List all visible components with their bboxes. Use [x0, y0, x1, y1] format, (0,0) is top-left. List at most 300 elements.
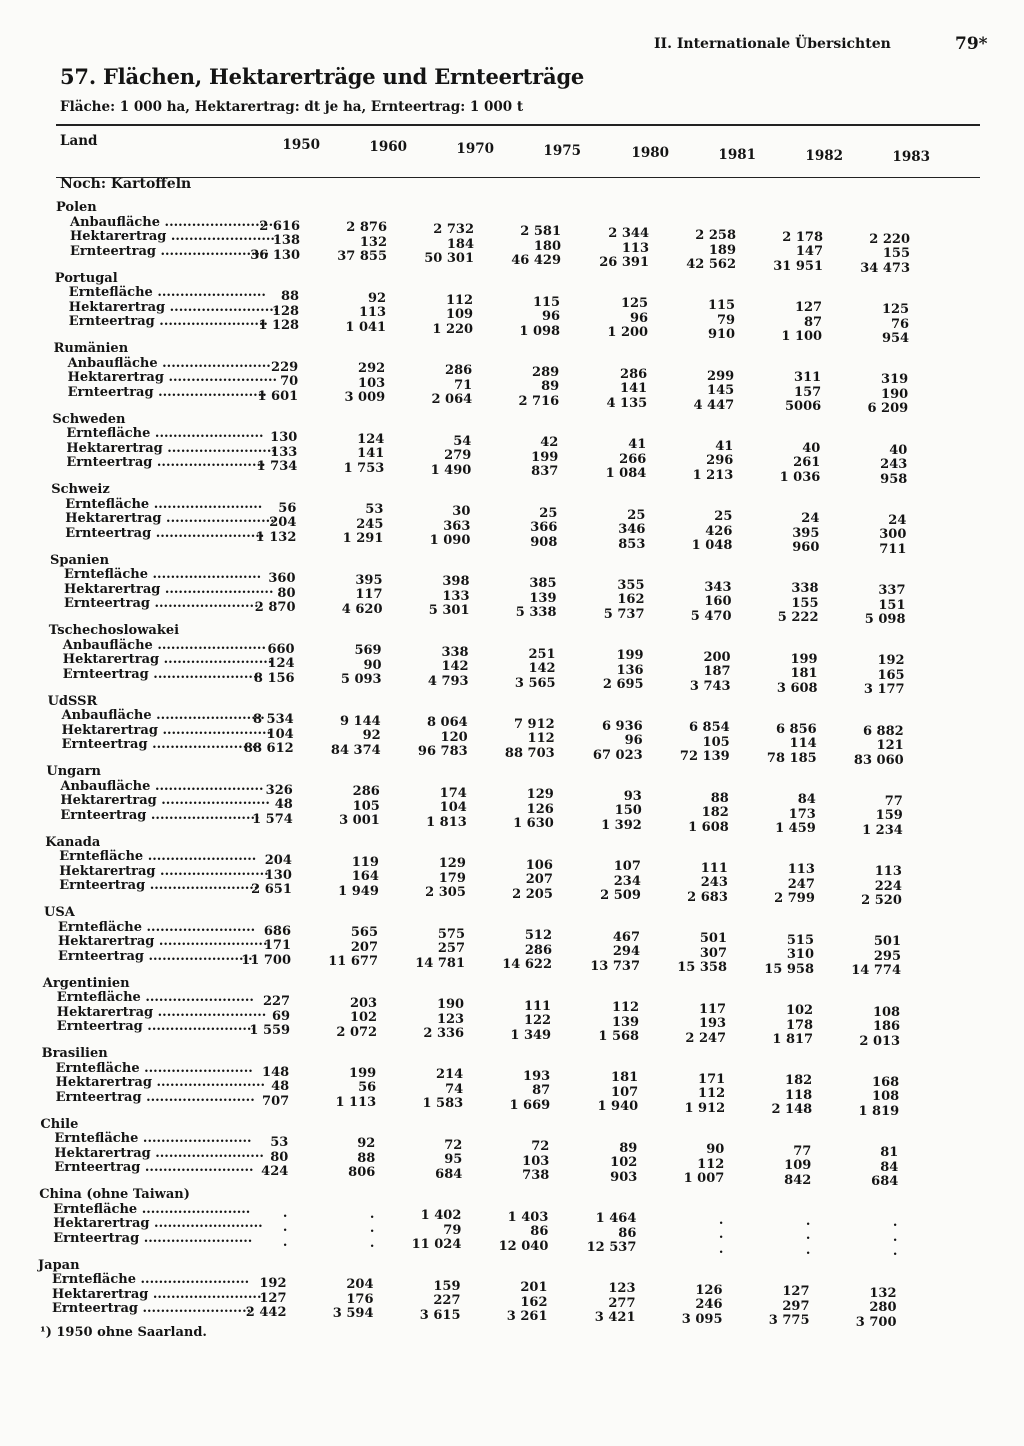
table-cell: 3 421 [594, 1310, 636, 1326]
table-cell: 1 132 [255, 529, 297, 545]
table-cell: 908 [530, 534, 558, 550]
table-cell: 80 [270, 1149, 289, 1165]
table-cell: 72 [531, 1139, 550, 1155]
leader-dots: ........................ [146, 807, 260, 823]
table-cell: . [282, 1234, 288, 1250]
table-cell: 2 651 [251, 882, 292, 897]
leader-dots: ........................ [141, 1089, 255, 1105]
table-cell: 30 [452, 504, 471, 519]
table-cell: 104 [266, 726, 294, 742]
row-label-text: Anbaufläche [61, 708, 152, 723]
row-label-text: Anbaufläche [60, 778, 151, 794]
table-cell: 71 [454, 377, 473, 393]
row-label-text: Hektarertrag [55, 1075, 152, 1090]
table-cell: 155 [882, 246, 910, 262]
table-cell: 5 737 [603, 606, 645, 622]
table-cell: 184 [446, 236, 474, 252]
table-cell: 112 [445, 292, 474, 308]
table-cell: 515 [786, 932, 814, 948]
table-cell: . [805, 1213, 811, 1229]
table-cell: 56 [278, 500, 297, 516]
table-cell: 294 [612, 944, 640, 960]
row-label-text: Anbaufläche [67, 355, 158, 371]
table-cell: 207 [525, 872, 553, 888]
table-cell: 117 [698, 1001, 727, 1017]
table-cell: 203 [349, 995, 378, 1011]
table-cell: . [282, 1220, 288, 1235]
table-cell: 190 [436, 997, 465, 1012]
table-cell: 92 [368, 290, 387, 306]
row-label-text: Ernteertrag [53, 1230, 140, 1246]
table-cell: 9 144 [339, 713, 381, 729]
leader-dots: ........................ [142, 919, 256, 935]
table-cell: 204 [346, 1277, 374, 1293]
table-cell: 319 [881, 372, 909, 388]
table-cell: 200 [703, 649, 731, 665]
table-cell: 903 [610, 1169, 638, 1185]
table-cell: 960 [792, 540, 820, 556]
table-cell: 199 [790, 651, 818, 667]
table-cell: 3 743 [689, 678, 731, 694]
column-header-year: 1950 [282, 137, 320, 153]
table-cell: 67 023 [592, 747, 643, 763]
country-name: Spanien [50, 552, 110, 568]
table-cell: 6 936 [601, 718, 643, 734]
table-cell: 126 [695, 1282, 723, 1298]
column-header-year: 1960 [369, 139, 407, 155]
table-cell: 11 677 [328, 954, 378, 970]
table-cell: 1 349 [510, 1027, 552, 1043]
column-header-year: 1975 [543, 143, 581, 159]
table-cell: 512 [524, 928, 552, 944]
leader-dots: ........................ [157, 722, 272, 738]
table-cell: 1 048 [691, 538, 733, 554]
table-cell: 107 [611, 1084, 639, 1100]
table-cell: 199 [616, 648, 644, 664]
table-cell: 243 [700, 875, 728, 891]
table-cell: 130 [264, 867, 292, 883]
table-cell: 684 [435, 1166, 463, 1182]
table-cell: 84 374 [330, 742, 381, 758]
table-cell: 227 [262, 994, 291, 1009]
leader-dots: ........................ [152, 285, 266, 300]
table-cell: 2 799 [774, 891, 815, 907]
table-cell: 24 [801, 511, 820, 527]
row-label-text: Ernteertrag [52, 1301, 138, 1316]
row-label-text: Erntefläche [55, 1060, 140, 1076]
row-label-text: Ernteertrag [62, 666, 149, 682]
table-cell: 337 [878, 583, 906, 599]
table-cell: 4 135 [606, 395, 648, 411]
table-cell: 279 [444, 448, 472, 464]
page-header-section: II. Internationale Übersichten [654, 36, 891, 52]
table-cell: 251 [528, 646, 556, 662]
table-cell: 77 [884, 793, 903, 809]
table-cell: 300 [879, 527, 907, 543]
country-name: Kanada [45, 834, 101, 850]
section-title: Noch: Kartoffeln [60, 176, 192, 192]
table-cell: 54 [453, 433, 472, 449]
table-cell: 2 509 [600, 888, 641, 904]
table-cell: 1 949 [338, 883, 379, 899]
table-cell: 711 [879, 541, 907, 557]
table-cell: 257 [437, 941, 465, 957]
leader-dots: ........................ [150, 1145, 264, 1161]
table-cell: 119 [351, 854, 379, 870]
table-cell: 83 060 [853, 752, 904, 768]
table-cell: 1 291 [342, 531, 384, 547]
table-cell: 2 520 [861, 893, 902, 909]
table-cell: 162 [520, 1294, 548, 1310]
leader-dots: ........................ [148, 666, 262, 682]
table-cell: 53 [270, 1135, 289, 1150]
table-cell: 2 683 [687, 889, 728, 905]
leader-dots: ........................ [150, 426, 264, 441]
leader-dots: ........................ [139, 1060, 253, 1076]
leader-dots: ........................ [153, 384, 267, 400]
table-cell: 5 093 [340, 672, 382, 688]
table-cell: 164 [351, 869, 379, 885]
table-cell: 6 854 [688, 720, 730, 736]
table-cell: 96 [542, 309, 561, 325]
leader-dots: ........................ [160, 214, 274, 230]
leader-dots: ........................ [136, 1272, 250, 1287]
table-cell: 1 490 [430, 462, 472, 478]
table-cell: 1 583 [422, 1096, 464, 1112]
table-cell: 1 817 [772, 1032, 814, 1048]
table-cell: 13 737 [590, 958, 640, 974]
table-cell: 160 [704, 594, 732, 610]
table-cell: 159 [875, 808, 903, 824]
table-cell: 1 608 [688, 819, 729, 835]
table-cell: 199 [349, 1065, 377, 1081]
row-label-text: Ernteertrag [60, 807, 147, 823]
table-cell: 245 [356, 516, 384, 532]
leader-dots: ........................ [148, 567, 262, 582]
table-cell: 193 [523, 1068, 551, 1084]
table-cell: 72 [444, 1137, 463, 1153]
leader-dots: ........................ [139, 1230, 253, 1246]
table-cell: 14 622 [502, 957, 552, 973]
table-cell: 2 072 [336, 1024, 378, 1040]
leader-dots: ........................ [165, 299, 279, 315]
table-cell: 280 [869, 1300, 897, 1316]
table-cell: 79 [717, 312, 736, 328]
leader-dots: ........................ [151, 525, 265, 541]
table-cell: 102 [610, 1155, 638, 1171]
table-cell: . [718, 1212, 724, 1228]
table-cell: 234 [613, 873, 641, 889]
table-cell: 7 912 [513, 716, 555, 732]
table-cell: 1 669 [509, 1097, 551, 1113]
table-cell: 3 261 [506, 1309, 548, 1325]
table-cell: 72 139 [679, 749, 730, 765]
table-cell: 80 [277, 585, 296, 601]
table-cell: 3 177 [863, 682, 905, 698]
leader-dots: ........................ [143, 948, 258, 964]
table-cell: . [369, 1221, 375, 1237]
table-cell: 684 [871, 1174, 899, 1190]
table-cell: 229 [271, 359, 299, 375]
table-cell: 41 [628, 437, 647, 453]
table-cell: 48 [271, 1079, 290, 1094]
table-cell: 1 084 [605, 466, 647, 482]
row-label-text: Hektarertrag [54, 1145, 151, 1161]
table-cell: 128 [271, 303, 300, 319]
table-cell: 90 [706, 1142, 725, 1158]
leader-dots: ........................ [152, 637, 266, 653]
table-cell: 69 [272, 1008, 291, 1024]
table-cell: 360 [268, 571, 296, 586]
table-cell: 569 [354, 643, 382, 659]
table-cell: 90 [363, 657, 382, 673]
row-label-text: Ernteertrag [65, 525, 152, 541]
row-label-text: Ernteertrag [56, 1019, 143, 1034]
table-cell: 113 [874, 864, 902, 880]
row-label-text: Ernteertrag [59, 878, 146, 893]
table-cell: 1 819 [858, 1103, 900, 1119]
table-cell: 958 [880, 471, 908, 487]
row-label-text: Anbaufläche [70, 214, 161, 230]
table-cell: 1 574 [252, 811, 293, 827]
leader-dots: ........................ [163, 370, 278, 385]
table-cell: 142 [528, 661, 556, 677]
table-cell: 174 [439, 785, 467, 801]
table-cell: . [718, 1241, 724, 1257]
table-cell: 4 620 [341, 601, 383, 617]
table-cell: 1 098 [519, 323, 561, 339]
table-cell: 954 [881, 331, 910, 347]
table-cell: 141 [620, 381, 648, 397]
table-cell: 8 156 [253, 670, 295, 686]
table-cell: 124 [357, 431, 385, 447]
table-cell: 1 940 [597, 1099, 639, 1115]
table-cell: 338 [791, 581, 819, 597]
table-cell: 1 464 [595, 1211, 637, 1227]
table-cell: 87 [804, 314, 823, 330]
table-cell: 199 [531, 449, 559, 465]
table-cell: 31 951 [773, 258, 823, 274]
table-cell: 12 537 [586, 1240, 637, 1256]
table-cell: 2 876 [346, 220, 387, 236]
table-cell: 81 [880, 1145, 899, 1161]
table-cell: 88 [281, 289, 300, 304]
country-name: Polen [56, 200, 97, 215]
table-cell: 395 [792, 525, 820, 541]
row-label-text: Ernteertrag [64, 596, 150, 611]
table-cell: 96 [630, 310, 649, 326]
table-cell: 1 402 [420, 1208, 462, 1224]
table-cell: 3 608 [776, 680, 818, 696]
row-label-text: Hektarertrag [53, 1216, 150, 1231]
table-cell: 151 [878, 597, 906, 613]
table-cell: 842 [784, 1172, 812, 1188]
table-cell: 120 [440, 729, 468, 745]
table-cell: 261 [793, 455, 821, 471]
table-cell: 171 [263, 938, 291, 953]
table-cell: 168 [872, 1074, 900, 1090]
leader-dots: ........................ [137, 1301, 252, 1316]
table-cell: 136 [616, 662, 644, 678]
table-cell: 78 185 [766, 750, 817, 766]
table-cell: 1 113 [335, 1094, 377, 1110]
table-cell: 3 594 [332, 1306, 374, 1322]
table-cell: 106 [525, 857, 553, 873]
row-label-text: Ernteertrag [68, 314, 155, 329]
table-cell: 307 [699, 945, 727, 961]
table-cell: 26 391 [599, 255, 649, 271]
table-cell: 426 [705, 523, 733, 539]
row-label-text: Hektarertrag [56, 1004, 154, 1020]
table-cell: . [805, 1242, 811, 1258]
table-cell: 1 041 [345, 319, 387, 335]
table-cell: 159 [433, 1278, 461, 1294]
table-cell: 3 700 [855, 1314, 897, 1330]
table-cell: 37 855 [337, 249, 387, 265]
table-cell: 686 [263, 923, 291, 939]
row-label-text: Hektarertrag [67, 370, 164, 385]
table-cell: 176 [346, 1291, 374, 1307]
table-cell: 96 783 [417, 744, 468, 760]
column-header-land: Land [60, 133, 98, 149]
table-cell: 204 [264, 853, 292, 868]
table-cell: 326 [265, 782, 293, 798]
table-cell: 201 [520, 1280, 548, 1296]
table-cell: 837 [531, 464, 559, 480]
table-cell: 74 [445, 1081, 464, 1097]
table-cell: 2 695 [602, 677, 644, 693]
table-cell: 133 [442, 588, 470, 604]
table-cell: 108 [872, 1089, 900, 1105]
table-cell: 4 793 [427, 673, 469, 689]
table-cell: 132 [869, 1285, 897, 1301]
table-cell: 84 [797, 792, 816, 808]
table-cell: 122 [523, 1013, 552, 1029]
table-cell: 89 [541, 379, 560, 395]
table-cell: 1 007 [683, 1171, 725, 1187]
table-cell: 2 616 [259, 218, 300, 234]
table-cell: 3 565 [514, 675, 556, 691]
table-cell: 48 [274, 797, 293, 812]
table-cell: 56 [358, 1080, 377, 1096]
table-cell: 286 [352, 784, 380, 800]
table-cell: 2 148 [771, 1102, 813, 1118]
table-cell: 36 130 [250, 247, 300, 263]
table-cell: 127 [782, 1284, 810, 1300]
table-cell: 86 [530, 1224, 549, 1240]
column-header-year: 1980 [631, 145, 669, 161]
table-cell: 40 [802, 440, 821, 456]
table-cell: 2 716 [518, 393, 560, 409]
country-name: China (ohne Taiwan) [39, 1187, 190, 1202]
leader-dots: ........................ [166, 229, 280, 244]
leader-dots: ........................ [150, 778, 264, 794]
table-cell: 6 209 [867, 401, 909, 417]
table-cell: 1 220 [432, 321, 474, 337]
table-cell: 227 [433, 1293, 461, 1309]
table-cell: 139 [611, 1014, 640, 1030]
table-cell: 111 [700, 860, 728, 876]
table-cell: 343 [704, 579, 732, 595]
leader-dots: ........................ [155, 863, 269, 879]
table-cell: 102 [785, 1003, 814, 1019]
table-cell: 181 [611, 1070, 639, 1086]
row-label-text: Erntefläche [56, 990, 141, 1005]
table-cell: 5006 [785, 399, 822, 415]
table-cell: 155 [791, 595, 819, 611]
table-cell: 6 856 [775, 721, 817, 737]
table-cell: 93 [623, 788, 642, 804]
table-cell: . [892, 1244, 898, 1260]
table-cell: 1 200 [607, 325, 649, 341]
table-cell: 11 024 [411, 1237, 462, 1253]
table-cell: 311 [794, 370, 822, 386]
row-label-text: Ernteertrag [67, 384, 154, 400]
table-title: 57. Flächen, Hektarerträge und Ernteerträge [60, 64, 585, 89]
table-cell: 1 403 [507, 1209, 549, 1225]
table-cell: 395 [355, 572, 383, 588]
row-label-text: Erntefläche [58, 919, 142, 935]
row-label-text: Hektarertrag [65, 511, 162, 526]
row-label-text: Anbaufläche [62, 637, 153, 653]
country-name: Ungarn [46, 764, 101, 779]
table-cell: 193 [698, 1016, 727, 1032]
table-cell: 127 [794, 300, 823, 316]
table-cell: 84 [880, 1159, 899, 1175]
table-cell: 189 [708, 242, 736, 258]
table-cell: 366 [530, 520, 558, 536]
table-cell: . [369, 1206, 375, 1222]
table-cell: 247 [787, 876, 815, 892]
table-cell: 70 [280, 374, 299, 389]
row-label-text: Hektarertrag [59, 863, 156, 879]
table-cell: 2 581 [520, 224, 561, 240]
leader-dots: ........................ [143, 849, 257, 864]
table-cell: 299 [707, 368, 735, 384]
row-label-text: Erntefläche [64, 567, 148, 582]
table-cell: 89 [619, 1140, 638, 1156]
table-cell: 4 447 [693, 397, 735, 413]
table-cell: 286 [620, 366, 648, 382]
row-label-text: Ernteertrag [70, 243, 156, 259]
table-cell: 86 [618, 1225, 637, 1241]
table-cell: 5 338 [515, 605, 557, 621]
table-cell: 109 [784, 1158, 812, 1174]
table-cell: 138 [272, 233, 300, 248]
table-cell: 15 958 [764, 961, 814, 977]
leader-dots: ........................ [149, 496, 263, 512]
table-cell: 41 [715, 438, 734, 454]
table-cell: 121 [876, 738, 904, 754]
table-cell: 108 [872, 1004, 901, 1020]
row-label-text: Ernteertrag [55, 1089, 142, 1105]
table-cell: 114 [789, 736, 817, 752]
table-cell: 25 [539, 505, 558, 521]
table-cell: 142 [441, 659, 469, 675]
table-cell: 112 [698, 1086, 726, 1102]
table-cell: 92 [362, 728, 381, 744]
table-cell: 104 [439, 800, 467, 816]
table-cell: 2 258 [695, 228, 736, 243]
table-cell: 424 [261, 1164, 289, 1179]
leader-dots: ........................ [147, 737, 261, 752]
table-cell: 147 [795, 244, 823, 260]
table-cell: 141 [357, 446, 385, 462]
leader-dots: ........................ [151, 1075, 266, 1090]
table-cell: 246 [695, 1297, 723, 1313]
table-cell: 2 344 [608, 226, 649, 242]
row-label-text: Hektarertrag [68, 299, 166, 315]
